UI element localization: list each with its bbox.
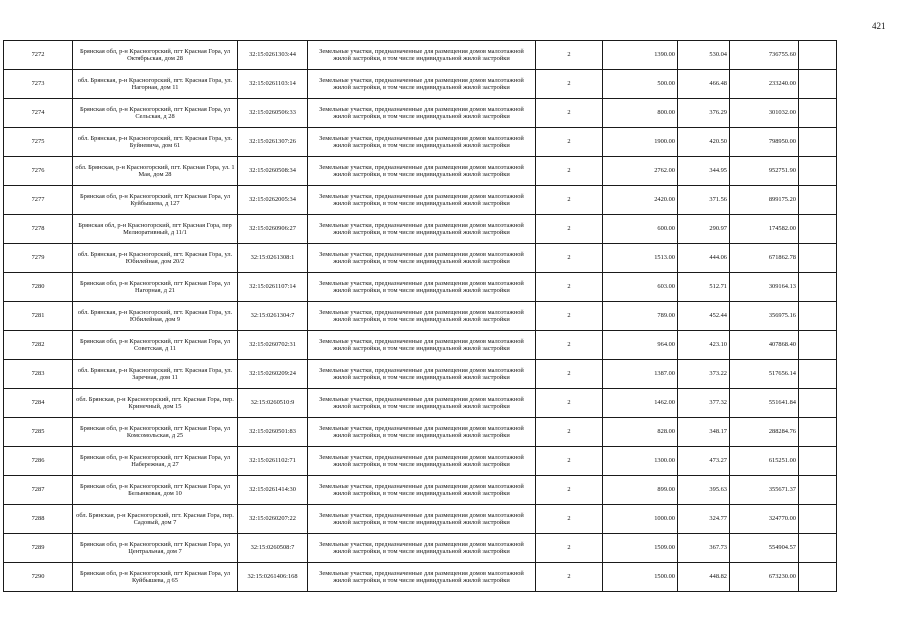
page-number: 421 — [872, 21, 886, 31]
cadastral-number-cell: 32:15:0260506:33 — [238, 99, 308, 128]
group-code-cell: 2 — [536, 476, 603, 505]
group-code-cell: 2 — [536, 302, 603, 331]
cadastral-number-cell: 32:15:0261103:14 — [238, 70, 308, 99]
specific-value-cell: 530.04 — [678, 41, 730, 70]
table-row — [4, 41, 837, 70]
row-number-cell: 7285 — [4, 418, 73, 447]
address-cell: Брянская обл, р-н Красногорский, пгт Красная Гора, ул Октябрьская, дом 28 — [73, 41, 238, 70]
area-cell: 2762.00 — [603, 157, 678, 186]
cadastral-value-cell: 355671.37 — [730, 476, 799, 505]
address-cell: Брянская обл, р-н Красногорский, пгт Красная Гора, пер Мелиоративный, д 11/1 — [73, 215, 238, 244]
land-use-cell: Земельные участки, предназначенные для размещения домов малоэтажной жилой застройки, в том числе индивидуальной жилой застройки — [308, 157, 536, 186]
cadastral-number-cell: 32:15:0261102:71 — [238, 447, 308, 476]
cadastral-number-cell: 32:15:0261308:1 — [238, 244, 308, 273]
row-number-cell: 7288 — [4, 505, 73, 534]
cadastral-value-cell: 288284.76 — [730, 418, 799, 447]
area-cell: 1462.00 — [603, 389, 678, 418]
group-code-cell: 2 — [536, 41, 603, 70]
group-code-cell: 2 — [536, 534, 603, 563]
cadastral-number-cell: 32:15:0262005:34 — [238, 186, 308, 215]
empty-cell — [799, 99, 837, 128]
address-cell: обл. Брянская, р-н Красногорский, пгт. Красная Гора, ул. Буйневича, дом 61 — [73, 128, 238, 157]
group-code-cell: 2 — [536, 563, 603, 592]
row-number-cell: 7273 — [4, 70, 73, 99]
group-code-cell: 2 — [536, 505, 603, 534]
table-row — [4, 128, 837, 157]
land-use-cell: Земельные участки, предназначенные для размещения домов малоэтажной жилой застройки, в том числе индивидуальной жилой застройки — [308, 70, 536, 99]
empty-cell — [799, 447, 837, 476]
address-cell: Брянская обл, р-н Красногорский, пгт Красная Гора, ул Белынковая, дом 10 — [73, 476, 238, 505]
group-code-cell: 2 — [536, 70, 603, 99]
address-cell: Брянская обл, р-н Красногорский, пгт Красная Гора, ул Куйбышева, д 65 — [73, 563, 238, 592]
cadastral-number-cell: 32:15:0260508:7 — [238, 534, 308, 563]
address-cell: обл. Брянская, р-н Красногорский, пгт. Красная Гора, ул. Нагорная, дом 11 — [73, 70, 238, 99]
address-cell: Брянская обл, р-н Красногорский, пгт Красная Гора, ул Советская, д 11 — [73, 331, 238, 360]
table-row — [4, 331, 837, 360]
land-use-cell: Земельные участки, предназначенные для размещения домов малоэтажной жилой застройки, в том числе индивидуальной жилой застройки — [308, 476, 536, 505]
table-row — [4, 476, 837, 505]
cadastral-number-cell: 32:15:0261304:7 — [238, 302, 308, 331]
land-use-cell: Земельные участки, предназначенные для размещения домов малоэтажной жилой застройки, в том числе индивидуальной жилой застройки — [308, 563, 536, 592]
table-row — [4, 389, 837, 418]
cadastral-value-cell: 952751.90 — [730, 157, 799, 186]
specific-value-cell: 448.82 — [678, 563, 730, 592]
empty-cell — [799, 505, 837, 534]
row-number-cell: 7286 — [4, 447, 73, 476]
specific-value-cell: 344.95 — [678, 157, 730, 186]
cadastral-value-cell: 554904.57 — [730, 534, 799, 563]
area-cell: 1900.00 — [603, 128, 678, 157]
empty-cell — [799, 70, 837, 99]
address-cell: обл. Брянская, р-н Красногорский, пгт. Красная Гора, пер. Кринечный, дом 15 — [73, 389, 238, 418]
area-cell: 1390.00 — [603, 41, 678, 70]
table-row — [4, 186, 837, 215]
group-code-cell: 2 — [536, 186, 603, 215]
land-use-cell: Земельные участки, предназначенные для размещения домов малоэтажной жилой застройки, в том числе индивидуальной жилой застройки — [308, 447, 536, 476]
specific-value-cell: 373.22 — [678, 360, 730, 389]
cadastral-number-cell: 32:15:0260906:27 — [238, 215, 308, 244]
row-number-cell: 7279 — [4, 244, 73, 273]
area-cell: 828.00 — [603, 418, 678, 447]
table-row — [4, 273, 837, 302]
cadastral-value-cell: 899175.20 — [730, 186, 799, 215]
empty-cell — [799, 157, 837, 186]
specific-value-cell: 420.50 — [678, 128, 730, 157]
cadastral-value-cell: 551641.84 — [730, 389, 799, 418]
row-number-cell: 7284 — [4, 389, 73, 418]
group-code-cell: 2 — [536, 389, 603, 418]
row-number-cell: 7275 — [4, 128, 73, 157]
row-number-cell: 7282 — [4, 331, 73, 360]
row-number-cell: 7280 — [4, 273, 73, 302]
area-cell: 789.00 — [603, 302, 678, 331]
address-cell: Брянская обл, р-н Красногорский, пгт Красная Гора, ул Сельская, д 28 — [73, 99, 238, 128]
group-code-cell: 2 — [536, 273, 603, 302]
cadastral-number-cell: 32:15:0260207:22 — [238, 505, 308, 534]
address-cell: Брянская обл, р-н Красногорский, пгт Красная Гора, ул Нагорная, д 21 — [73, 273, 238, 302]
cadastral-value-cell: 615251.00 — [730, 447, 799, 476]
empty-cell — [799, 273, 837, 302]
row-number-cell: 7278 — [4, 215, 73, 244]
land-use-cell: Земельные участки, предназначенные для размещения домов малоэтажной жилой застройки, в том числе индивидуальной жилой застройки — [308, 244, 536, 273]
cadastral-value-cell: 356975.16 — [730, 302, 799, 331]
table-row — [4, 505, 837, 534]
area-cell: 1300.00 — [603, 447, 678, 476]
cadastral-number-cell: 32:15:0260508:34 — [238, 157, 308, 186]
land-use-cell: Земельные участки, предназначенные для размещения домов малоэтажной жилой застройки, в том числе индивидуальной жилой застройки — [308, 215, 536, 244]
land-use-cell: Земельные участки, предназначенные для размещения домов малоэтажной жилой застройки, в том числе индивидуальной жилой застройки — [308, 41, 536, 70]
specific-value-cell: 290.97 — [678, 215, 730, 244]
empty-cell — [799, 476, 837, 505]
cadastral-value-cell: 324770.00 — [730, 505, 799, 534]
land-use-cell: Земельные участки, предназначенные для размещения домов малоэтажной жилой застройки, в том числе индивидуальной жилой застройки — [308, 273, 536, 302]
area-cell: 1000.00 — [603, 505, 678, 534]
table-row — [4, 360, 837, 389]
specific-value-cell: 324.77 — [678, 505, 730, 534]
empty-cell — [799, 389, 837, 418]
land-use-cell: Земельные участки, предназначенные для размещения домов малоэтажной жилой застройки, в том числе индивидуальной жилой застройки — [308, 505, 536, 534]
cadastral-value-cell: 309164.13 — [730, 273, 799, 302]
area-cell: 500.00 — [603, 70, 678, 99]
area-cell: 964.00 — [603, 331, 678, 360]
area-cell: 899.00 — [603, 476, 678, 505]
row-number-cell: 7287 — [4, 476, 73, 505]
group-code-cell: 2 — [536, 447, 603, 476]
table-row — [4, 302, 837, 331]
address-cell: обл. Брянская, р-н Красногорский, пгт. Красная Гора, пер. Садовый, дом 7 — [73, 505, 238, 534]
cadastral-number-cell: 32:15:0261307:26 — [238, 128, 308, 157]
specific-value-cell: 473.27 — [678, 447, 730, 476]
row-number-cell: 7276 — [4, 157, 73, 186]
table-row — [4, 534, 837, 563]
empty-cell — [799, 534, 837, 563]
table-row — [4, 447, 837, 476]
cadastral-value-cell: 671862.78 — [730, 244, 799, 273]
area-cell: 2420.00 — [603, 186, 678, 215]
area-cell: 1509.00 — [603, 534, 678, 563]
empty-cell — [799, 331, 837, 360]
cadastral-value-cell: 233240.00 — [730, 70, 799, 99]
group-code-cell: 2 — [536, 418, 603, 447]
specific-value-cell: 512.71 — [678, 273, 730, 302]
address-cell: обл. Брянская, р-н Красногорский, пгт. Красная Гора, ул. Юбилейная, дом 20/2 — [73, 244, 238, 273]
row-number-cell: 7277 — [4, 186, 73, 215]
area-cell: 1513.00 — [603, 244, 678, 273]
specific-value-cell: 376.29 — [678, 99, 730, 128]
empty-cell — [799, 360, 837, 389]
address-cell: Брянская обл, р-н Красногорский, пгт Красная Гора, ул Куйбышева, д 127 — [73, 186, 238, 215]
empty-cell — [799, 563, 837, 592]
table-body — [4, 41, 837, 592]
specific-value-cell: 377.32 — [678, 389, 730, 418]
empty-cell — [799, 41, 837, 70]
cadastral-value-cell: 517656.14 — [730, 360, 799, 389]
land-use-cell: Земельные участки, предназначенные для размещения домов малоэтажной жилой застройки, в том числе индивидуальной жилой застройки — [308, 186, 536, 215]
land-use-cell: Земельные участки, предназначенные для размещения домов малоэтажной жилой застройки, в том числе индивидуальной жилой застройки — [308, 128, 536, 157]
specific-value-cell: 348.17 — [678, 418, 730, 447]
cadastral-number-cell: 32:15:0261303:44 — [238, 41, 308, 70]
empty-cell — [799, 244, 837, 273]
row-number-cell: 7274 — [4, 99, 73, 128]
specific-value-cell: 371.56 — [678, 186, 730, 215]
area-cell: 600.00 — [603, 215, 678, 244]
table-row — [4, 99, 837, 128]
row-number-cell: 7289 — [4, 534, 73, 563]
cadastral-number-cell: 32:15:0261107:14 — [238, 273, 308, 302]
table-row — [4, 157, 837, 186]
address-cell: обл. Брянская, р-н Красногорский, пгт. Красная Гора, ул. Юбилейная, дом 9 — [73, 302, 238, 331]
table-row — [4, 215, 837, 244]
address-cell: обл. Брянская, р-н Красногорский, пгт. Красная Гора, ул. 1 Мая, дом 28 — [73, 157, 238, 186]
specific-value-cell: 395.63 — [678, 476, 730, 505]
land-register-table — [3, 40, 837, 592]
cadastral-value-cell: 673230.00 — [730, 563, 799, 592]
address-cell: Брянская обл, р-н Красногорский, пгт Красная Гора, ул Набережная, д 27 — [73, 447, 238, 476]
empty-cell — [799, 186, 837, 215]
land-use-cell: Земельные участки, предназначенные для размещения домов малоэтажной жилой застройки, в том числе индивидуальной жилой застройки — [308, 360, 536, 389]
group-code-cell: 2 — [536, 128, 603, 157]
empty-cell — [799, 128, 837, 157]
table-row — [4, 563, 837, 592]
group-code-cell: 2 — [536, 99, 603, 128]
group-code-cell: 2 — [536, 157, 603, 186]
address-cell: обл. Брянская, р-н Красногорский, пгт. Красная Гора, ул. Заречная, дом 11 — [73, 360, 238, 389]
cadastral-value-cell: 407868.40 — [730, 331, 799, 360]
area-cell: 800.00 — [603, 99, 678, 128]
table-row — [4, 244, 837, 273]
empty-cell — [799, 302, 837, 331]
land-use-cell: Земельные участки, предназначенные для размещения домов малоэтажной жилой застройки, в том числе индивидуальной жилой застройки — [308, 418, 536, 447]
cadastral-number-cell: 32:15:0260510:9 — [238, 389, 308, 418]
land-use-cell: Земельные участки, предназначенные для размещения домов малоэтажной жилой застройки, в том числе индивидуальной жилой застройки — [308, 389, 536, 418]
cadastral-value-cell: 174582.00 — [730, 215, 799, 244]
land-use-cell: Земельные участки, предназначенные для размещения домов малоэтажной жилой застройки, в том числе индивидуальной жилой застройки — [308, 534, 536, 563]
specific-value-cell: 466.48 — [678, 70, 730, 99]
land-use-cell: Земельные участки, предназначенные для размещения домов малоэтажной жилой застройки, в том числе индивидуальной жилой застройки — [308, 99, 536, 128]
address-cell: Брянская обл, р-н Красногорский, пгт Красная Гора, ул Центральная, дом 7 — [73, 534, 238, 563]
specific-value-cell: 444.06 — [678, 244, 730, 273]
specific-value-cell: 367.73 — [678, 534, 730, 563]
group-code-cell: 2 — [536, 360, 603, 389]
table-row — [4, 418, 837, 447]
empty-cell — [799, 215, 837, 244]
group-code-cell: 2 — [536, 215, 603, 244]
row-number-cell: 7283 — [4, 360, 73, 389]
specific-value-cell: 452.44 — [678, 302, 730, 331]
area-cell: 603.00 — [603, 273, 678, 302]
land-use-cell: Земельные участки, предназначенные для размещения домов малоэтажной жилой застройки, в том числе индивидуальной жилой застройки — [308, 302, 536, 331]
address-cell: Брянская обл, р-н Красногорский, пгт Красная Гора, ул Комсомольская, д 25 — [73, 418, 238, 447]
group-code-cell: 2 — [536, 244, 603, 273]
row-number-cell: 7281 — [4, 302, 73, 331]
row-number-cell: 7272 — [4, 41, 73, 70]
area-cell: 1387.00 — [603, 360, 678, 389]
table-row — [4, 70, 837, 99]
row-number-cell: 7290 — [4, 563, 73, 592]
specific-value-cell: 423.10 — [678, 331, 730, 360]
cadastral-number-cell: 32:15:0261414:30 — [238, 476, 308, 505]
cadastral-number-cell: 32:15:0260501:83 — [238, 418, 308, 447]
land-use-cell: Земельные участки, предназначенные для размещения домов малоэтажной жилой застройки, в том числе индивидуальной жилой застройки — [308, 331, 536, 360]
cadastral-value-cell: 736755.60 — [730, 41, 799, 70]
cadastral-number-cell: 32:15:0260209:24 — [238, 360, 308, 389]
cadastral-value-cell: 798950.00 — [730, 128, 799, 157]
cadastral-number-cell: 32:15:0261406:168 — [238, 563, 308, 592]
group-code-cell: 2 — [536, 331, 603, 360]
cadastral-number-cell: 32:15:0260702:31 — [238, 331, 308, 360]
empty-cell — [799, 418, 837, 447]
area-cell: 1500.00 — [603, 563, 678, 592]
cadastral-value-cell: 301032.00 — [730, 99, 799, 128]
